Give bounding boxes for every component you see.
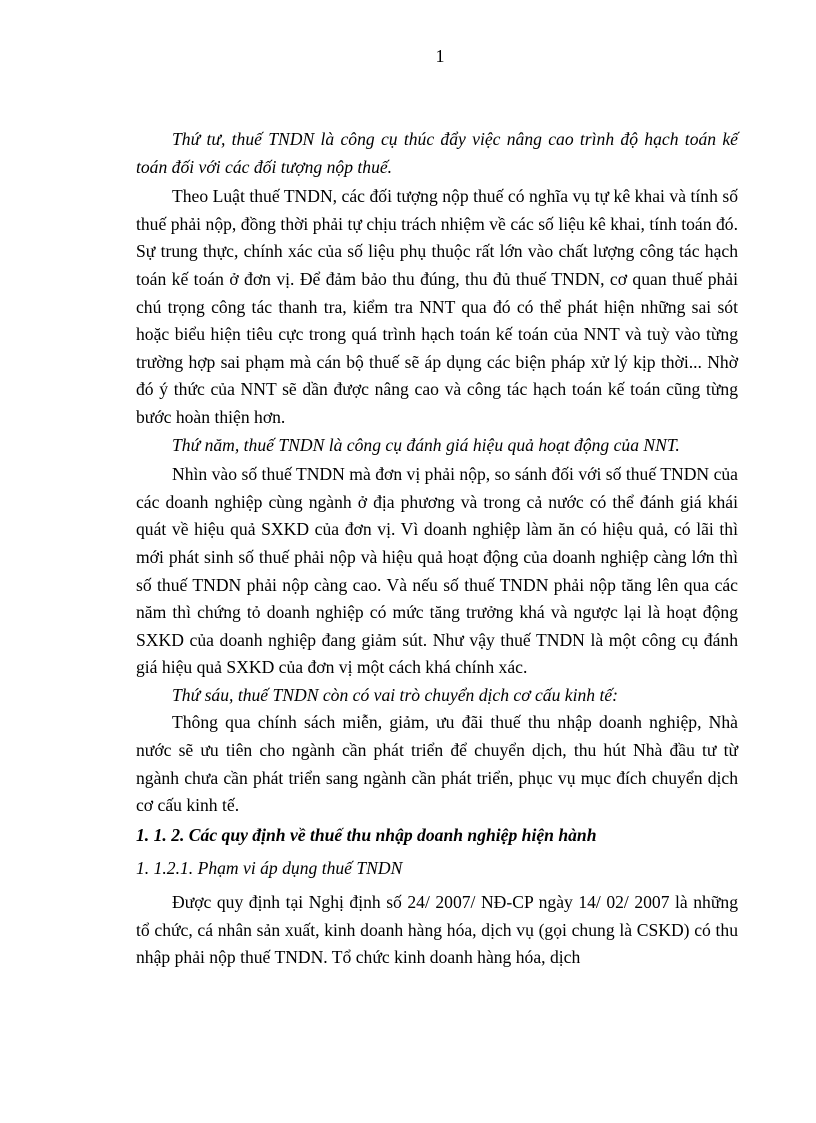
paragraph-efficiency-evaluation: Nhìn vào số thuế TNDN mà đơn vị phải nộp, so sánh đối với số thuế TNDN của các doanh nghiệp cùng ngành ở địa phương và trong cả nước có thể đánh giá khái quát về hiệu quả SXKD của đơn vị. Vì doanh nghiệp làm ăn có hiệu quả, có lãi thì mới phát sinh số thuế phải nộp và hiệu quả hoạt động của doanh nghiệp càng lớn thì số thuế TNDN phải nộp càng cao. Và nếu số thuế TNDN phải nộp tăng lên qua các năm thì chứng tỏ doanh nghiệp có mức tăng trưởng khá và ngược lại là hoạt động SXKD của doanh nghiệp đang giảm sút. Như vậy thuế TNDN là một công cụ đánh giá hiệu quả SXKD của đơn vị một cách khá chính xác. [136,464,738,678]
paragraph-role-four: Thứ tư, thuế TNDN là công cụ thúc đẩy việc nâng cao trình độ hạch toán kế toán đối với các đối tượng nộp thuế. [136,129,738,177]
document-body [136,126,738,972]
paragraph-role-six: Thứ sáu, thuế TNDN còn có vai trò chuyển dịch cơ cấu kinh tế: [172,684,619,705]
page-number: 1 [435,46,445,66]
paragraph-structural-shift: Thông qua chính sách miễn, giảm, ưu đãi thuế thu nhập doanh nghiệp, Nhà nước sẽ ưu tiên cho ngành cần phát triển để chuyển dịch, thu hút Nhà đầu tư từ ngành chưa cần phát triển sang ngành cần phát triển, phục vụ mục đích chuyển dịch cơ cấu kinh tế. [136,712,738,816]
section-heading: 1. 1. 2. Các quy định về thuế thu nhập doanh nghiệp hiện hành [136,824,597,845]
paragraph-scope: Được quy định tại Nghị định số 24/ 2007/ NĐ-CP ngày 14/ 02/ 2007 là những tổ chức, cá nhân sản xuất, kinh doanh hàng hóa, dịch vụ (gọi chung là CSKD) có thu nhập phải nộp thuế TNDN. Tổ chức kinh doanh hàng hóa, dịch [136,892,738,968]
subsection-heading: 1. 1.2.1. Phạm vi áp dụng thuế TNDN [136,858,403,879]
paragraph-role-five: Thứ năm, thuế TNDN là công cụ đánh giá hiệu quả hoạt động của NNT. [172,434,680,455]
paragraph-self-declaration: Theo Luật thuế TNDN, các đối tượng nộp thuế có nghĩa vụ tự kê khai và tính số thuế phải nộp, đồng thời phải tự chịu trách nhiệm về các số liệu kê khai, tính toán đó. Sự trung thực, chính xác của số liệu phụ thuộc rất lớn vào chất lượng công tác hạch toán kế toán ở đơn vị. Để đảm bảo thu đúng, thu đủ thuế TNDN, cơ quan thuế phải chú trọng công tác thanh tra, kiểm tra NNT qua đó có thể phát hiện những sai sót hoặc biểu hiện tiêu cực trong quá trình hạch toán kế toán của NNT và tuỳ vào từng trường hợp sai phạm mà cán bộ thuế sẽ áp dụng các biện pháp xử lý kịp thời... Nhờ đó ý thức của NNT sẽ dần được nâng cao và công tác hạch toán kế toán cũng từng bước hoàn thiện hơn. [136,186,738,427]
